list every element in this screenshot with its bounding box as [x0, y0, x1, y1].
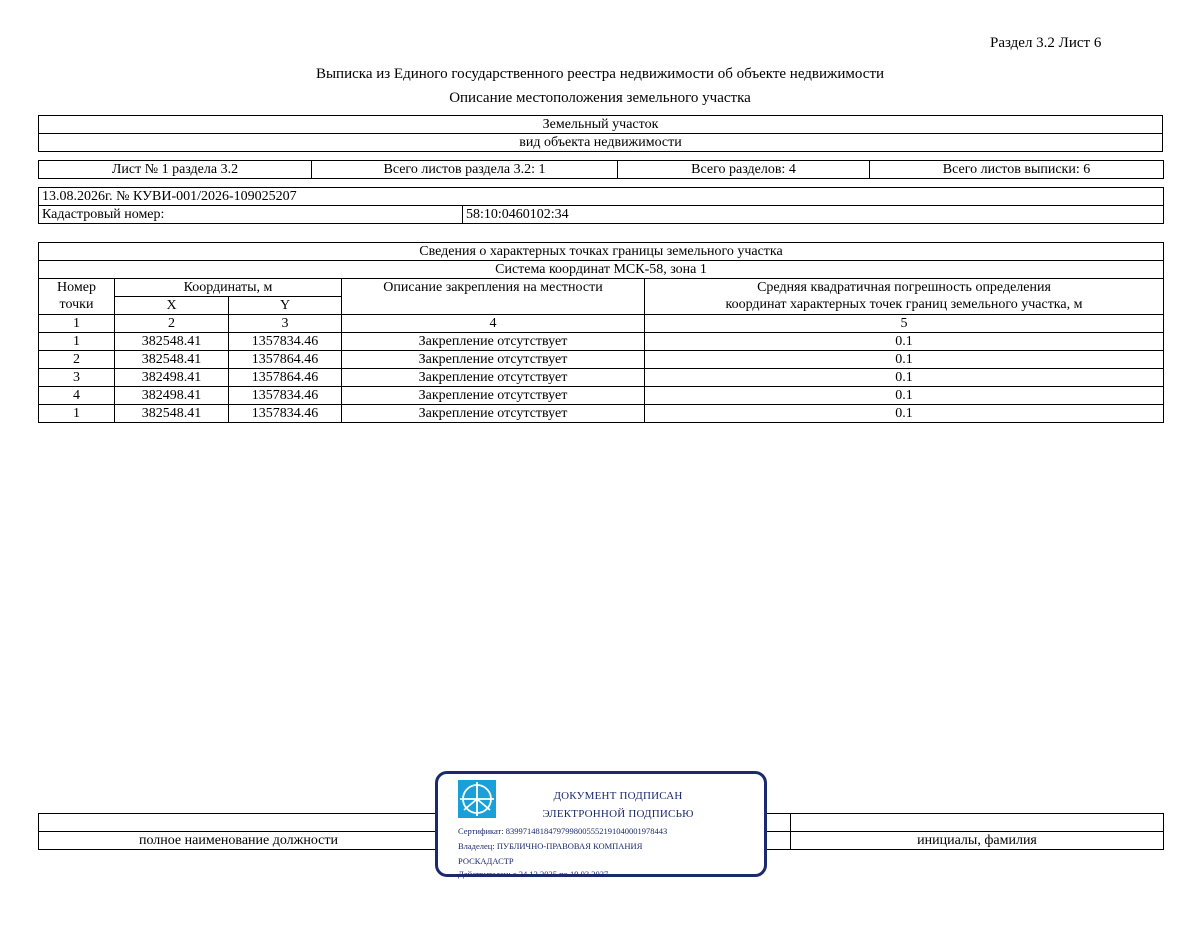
table-row — [39, 387, 1164, 405]
name-field — [791, 814, 1164, 832]
coord-x: 382548.41 — [115, 405, 229, 423]
table-row — [39, 333, 1164, 351]
section-sheet-label: Раздел 3.2 Лист 6 — [990, 35, 1102, 51]
table-row — [39, 351, 1164, 369]
position-caption: полное наименование должности — [39, 832, 439, 850]
stamp-certificate: Сертификат: 8399714818479799800555219104000197844З — [458, 826, 668, 836]
stamp-line1: ДОКУМЕНТ ПОДПИСАН — [553, 790, 683, 802]
mean-square-error: 0.1 — [645, 351, 1164, 369]
point-number: 4 — [39, 387, 115, 405]
col-error-line2: координат характерных точек границ земельного участка, м — [725, 297, 1083, 312]
column-number: 5 — [645, 315, 1164, 333]
document-subtitle: Описание местоположения земельного участка — [449, 90, 751, 106]
name-caption: инициалы, фамилия — [791, 832, 1164, 850]
mean-square-error: 0.1 — [645, 405, 1164, 423]
col-point-number-header — [39, 279, 115, 315]
mean-square-error: 0.1 — [645, 333, 1164, 351]
stamp-owner-cont: РОСКАДАСТР — [458, 856, 514, 866]
coord-y: 1357834.46 — [229, 333, 342, 351]
stamp-owner: Владелец: ПУБЛИЧНО-ПРАВОВАЯ КОМПАНИЯ — [458, 841, 643, 851]
col-error-header — [645, 279, 1164, 315]
electronic-signature-stamp — [435, 771, 767, 877]
column-number: 4 — [342, 315, 645, 333]
col-point-line2: точки — [59, 297, 94, 312]
boundary-points-table — [38, 242, 1164, 423]
document-title: Выписка из Единого государственного реестра недвижимости об объекте недвижимости — [315, 66, 885, 82]
point-number: 1 — [39, 405, 115, 423]
cadastral-number: 58:10:0460102:34 — [463, 206, 1164, 224]
mean-square-error: 0.1 — [645, 369, 1164, 387]
coord-y: 1357864.46 — [229, 369, 342, 387]
column-number: 2 — [115, 315, 229, 333]
coord-x: 382548.41 — [115, 333, 229, 351]
coord-x: 382498.41 — [115, 387, 229, 405]
date-number: 13.08.2026г. № КУВИ-001/2026-109025207 — [39, 188, 1164, 206]
object-type-table — [38, 115, 1163, 152]
coord-x: 382548.41 — [115, 351, 229, 369]
fixing-description: Закрепление отсутствует — [342, 405, 645, 423]
col-coordinates-header: Координаты, м — [115, 279, 342, 297]
fixing-description: Закрепление отсутствует — [342, 351, 645, 369]
stamp-line2: ЭЛЕКТРОННОЙ ПОДПИСЬЮ — [542, 808, 694, 820]
total-sections: Всего разделов: 4 — [618, 161, 870, 179]
col-y-header: Y — [229, 297, 342, 315]
coord-y: 1357864.46 — [229, 351, 342, 369]
object-type-caption: вид объекта недвижимости — [39, 134, 1163, 152]
col-point-line1: Номер — [57, 280, 96, 295]
table-row — [39, 369, 1164, 387]
col-description-header: Описание закрепления на местности — [342, 279, 645, 315]
coord-x: 382498.41 — [115, 369, 229, 387]
column-numbers-row — [39, 315, 1164, 333]
coord-y: 1357834.46 — [229, 387, 342, 405]
point-number: 3 — [39, 369, 115, 387]
registry-info-table — [38, 187, 1164, 224]
point-number: 2 — [39, 351, 115, 369]
coord-y: 1357834.46 — [229, 405, 342, 423]
total-section-sheets: Всего листов раздела 3.2: 1 — [312, 161, 618, 179]
points-table-title: Сведения о характерных точках границы земельного участка — [39, 243, 1164, 261]
rosreestr-logo-icon — [458, 780, 496, 818]
object-type-value: Земельный участок — [39, 116, 1163, 134]
total-extract-sheets: Всего листов выписки: 6 — [870, 161, 1164, 179]
fixing-description: Закрепление отсутствует — [342, 333, 645, 351]
column-number: 1 — [39, 315, 115, 333]
table-row — [39, 405, 1164, 423]
fixing-description: Закрепление отсутствует — [342, 387, 645, 405]
col-error-line1: Средняя квадратичная погрешность определения — [757, 280, 1051, 295]
stamp-validity: Действителен: с 24.12.2025 по 19.03.2027 — [458, 869, 609, 879]
mean-square-error: 0.1 — [645, 387, 1164, 405]
col-x-header: X — [115, 297, 229, 315]
position-field — [39, 814, 439, 832]
column-number: 3 — [229, 315, 342, 333]
sheet-number: Лист № 1 раздела 3.2 — [39, 161, 312, 179]
coordinate-system: Система координат МСК-58, зона 1 — [39, 261, 1164, 279]
fixing-description: Закрепление отсутствует — [342, 369, 645, 387]
cadastral-label: Кадастровый номер: — [39, 206, 463, 224]
point-number: 1 — [39, 333, 115, 351]
sheets-info-table — [38, 160, 1164, 179]
